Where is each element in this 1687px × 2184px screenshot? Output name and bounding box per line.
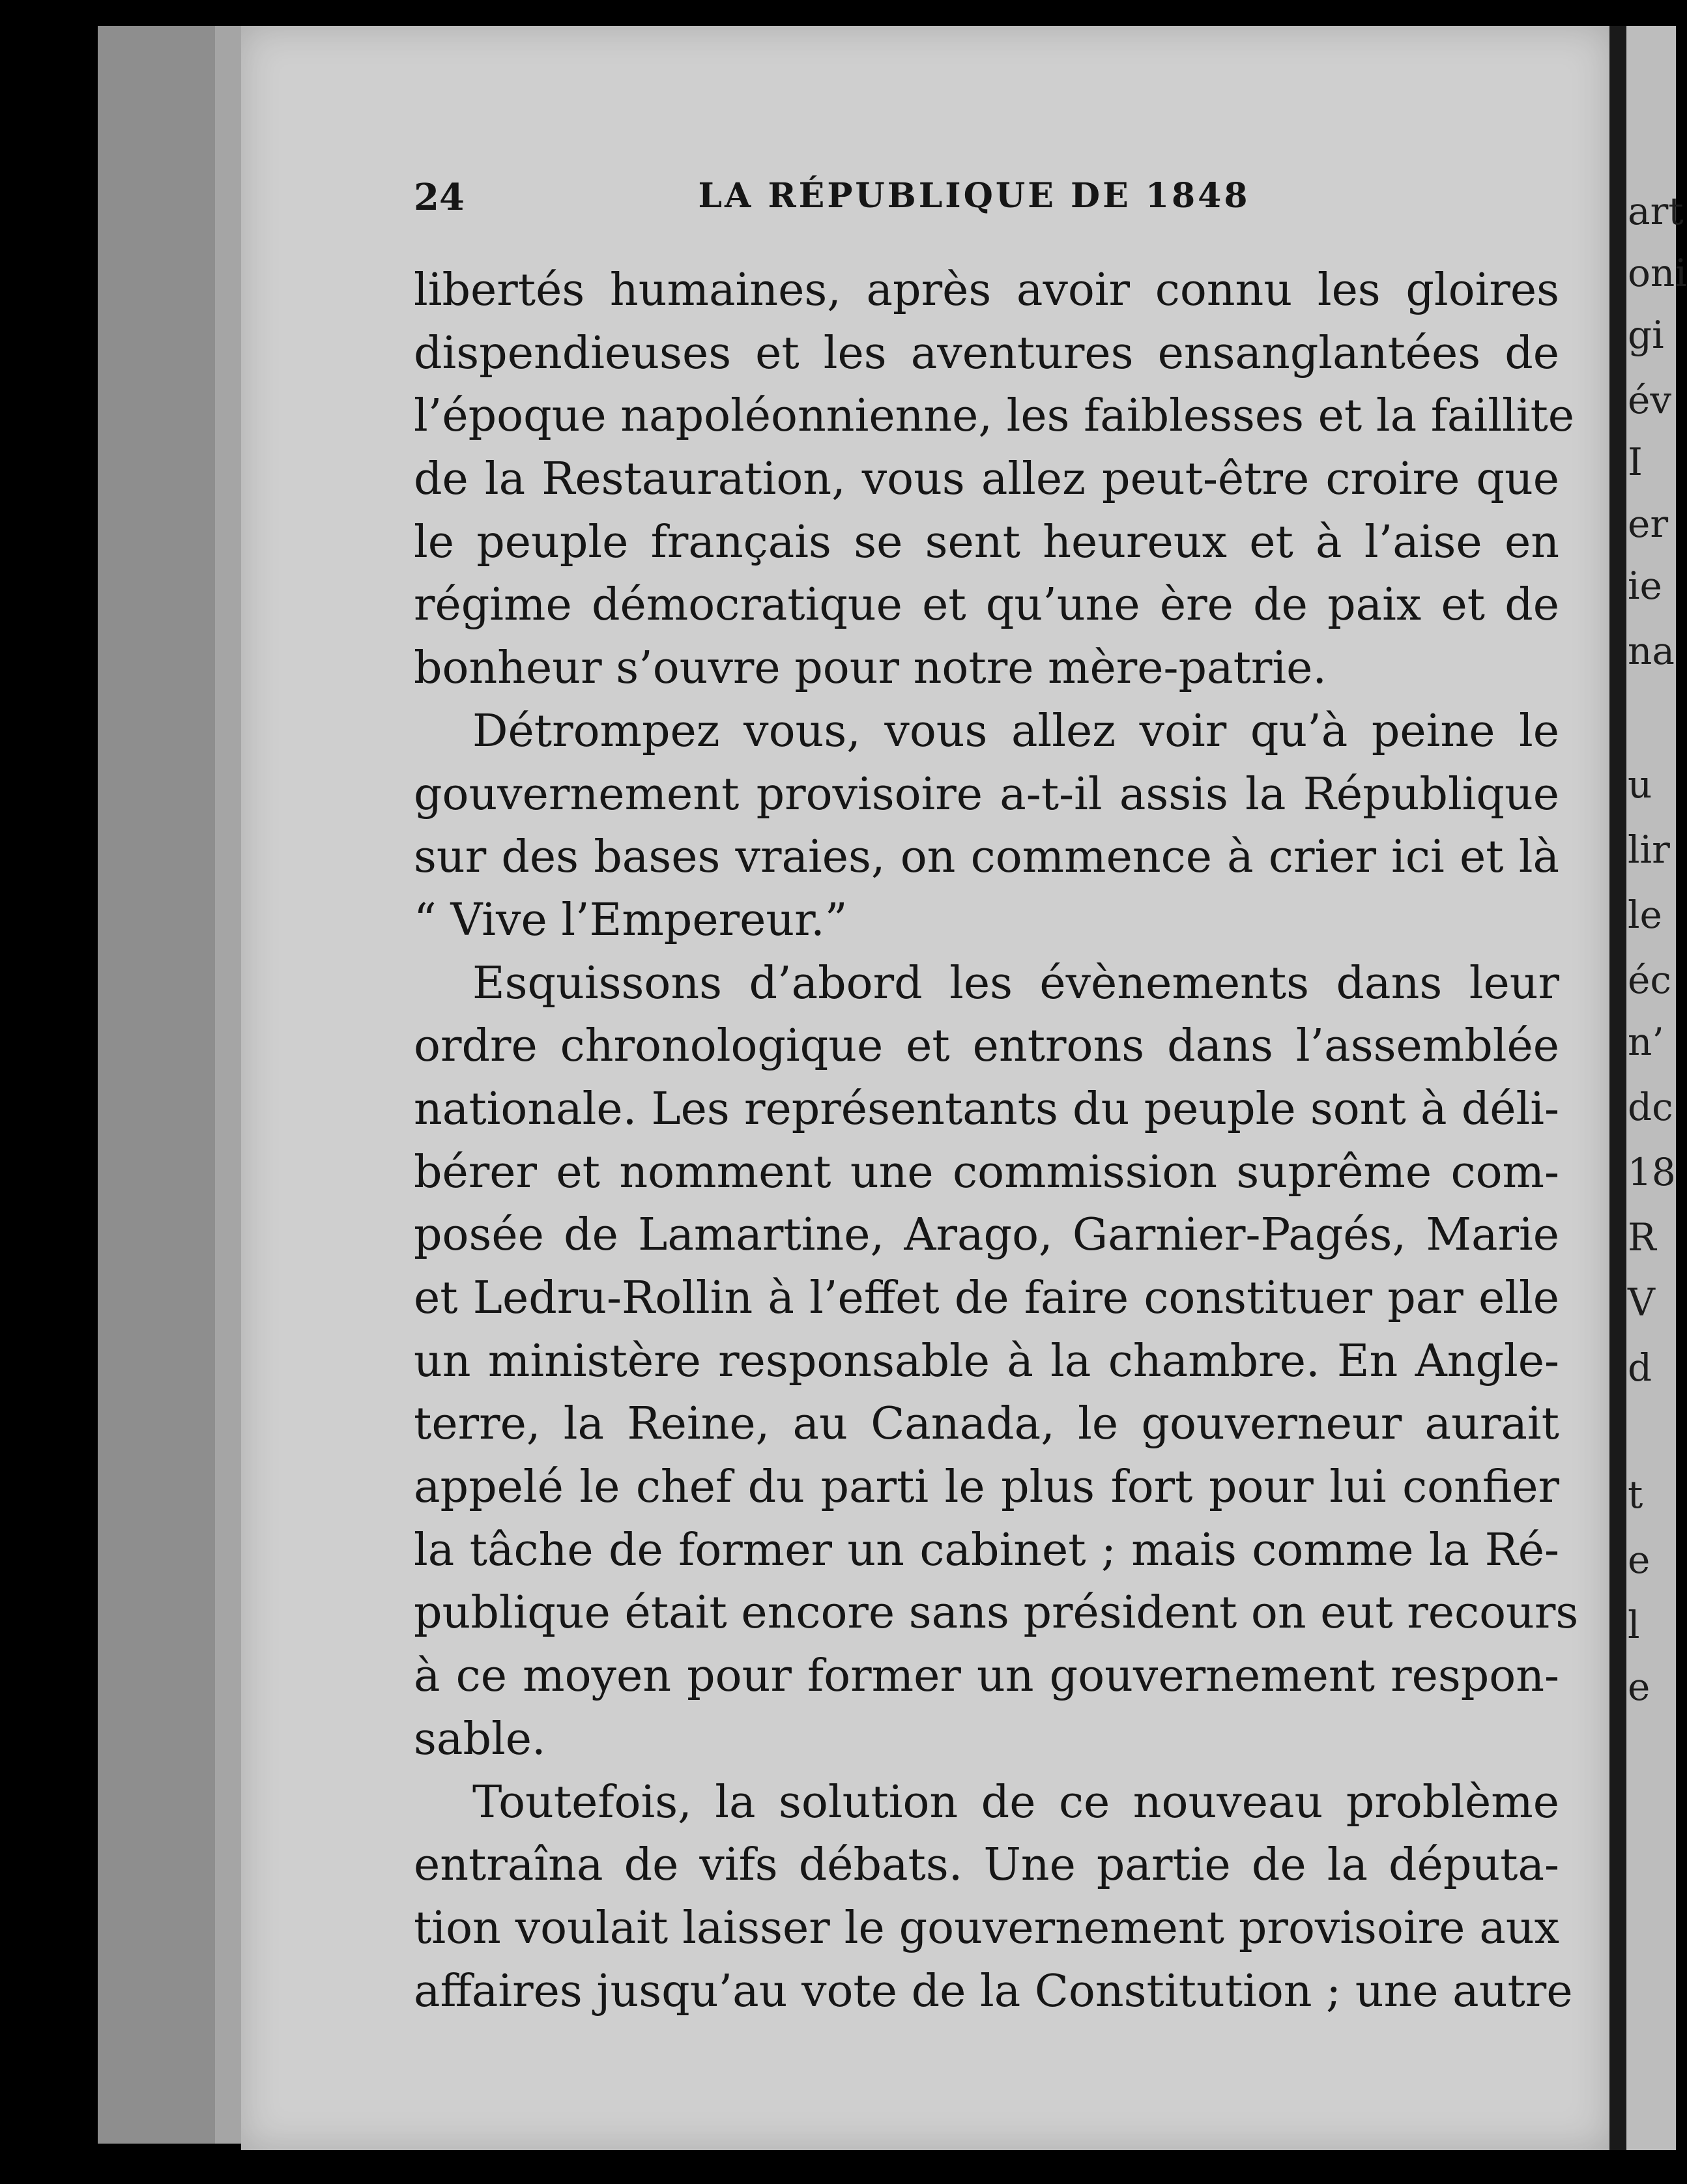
text-line: à ce moyen pour former un gouvernement respon- xyxy=(414,1650,1559,1703)
text-line: sur des bases vraies, on commence à crier ici et là xyxy=(414,831,1559,884)
text-line: posée de Lamartine, Arago, Garnier-Pagés, Marie xyxy=(414,1209,1559,1261)
margin-fragment: oni xyxy=(1628,251,1687,295)
text-line: terre, la Reine, au Canada, le gouverneur aurait xyxy=(414,1398,1559,1450)
margin-fragment: art xyxy=(1628,189,1684,233)
margin-fragment: V xyxy=(1628,1280,1655,1325)
text-line: Esquissons d’abord les évènements dans leur xyxy=(472,957,1559,1009)
margin-fragment: 18 xyxy=(1628,1150,1676,1194)
body-text xyxy=(414,259,1579,2023)
text-line: nationale. Les représentants du peuple sont à déli- xyxy=(414,1083,1559,1135)
margin-fragment: e xyxy=(1628,1665,1651,1709)
text-line: publique était encore sans président on eut recours xyxy=(414,1587,1579,1639)
text-line: un ministère responsable à la chambre. En Angle- xyxy=(414,1335,1559,1387)
text-line: affaires jusqu’au vote de la Constitution ; une autre xyxy=(414,1965,1573,2017)
page-header xyxy=(414,176,1535,222)
text-line: ordre chronologique et entrons dans l’assemblée xyxy=(414,1020,1559,1072)
underlying-page-edge xyxy=(215,26,241,2144)
margin-fragment: na xyxy=(1628,629,1675,673)
margin-fragment: R xyxy=(1628,1215,1656,1259)
text-line: régime démocratique et qu’une ère de paix et de xyxy=(414,579,1559,631)
next-page-edge xyxy=(1609,26,1687,2150)
text-line: de la Restauration, vous allez peut-être croire que xyxy=(414,453,1559,506)
text-line: le peuple français se sent heureux et à l’aise en xyxy=(414,516,1559,568)
text-line: gouvernement provisoire a-t-il assis la République xyxy=(414,768,1559,820)
text-line: sable. xyxy=(414,1713,546,1765)
text-line: bérer et nomment une commission suprême com- xyxy=(414,1146,1559,1198)
text-line: Détrompez vous, vous allez voir qu’à peine le xyxy=(472,705,1559,757)
margin-fragment: I xyxy=(1628,440,1643,484)
book-page xyxy=(241,26,1609,2150)
text-line: “ Vive l’Empereur.” xyxy=(414,894,848,946)
text-line: la tâche de former un cabinet ; mais comme la Ré- xyxy=(414,1524,1559,1576)
running-title: LA RÉPUBLIQUE DE 1848 xyxy=(698,176,1250,216)
margin-fragment: u xyxy=(1628,762,1652,807)
text-line: et Ledru-Rollin à l’effet de faire constituer par elle xyxy=(414,1272,1559,1324)
margin-fragment: dc xyxy=(1628,1085,1673,1129)
margin-fragment: t xyxy=(1628,1473,1643,1517)
margin-fragment: lir xyxy=(1628,827,1670,872)
text-line: tion voulait laisser le gouvernement provisoire aux xyxy=(414,1902,1559,1954)
text-line: l’époque napoléonnienne, les faiblesses et la faillite xyxy=(414,390,1575,442)
margin-fragment: n’ xyxy=(1628,1020,1664,1064)
text-line: Toutefois, la solution de ce nouveau problème xyxy=(472,1776,1559,1828)
text-line: bonheur s’ouvre pour notre mère-patrie. xyxy=(414,642,1327,695)
text-line: entraîna de vifs débats. Une partie de la députa- xyxy=(414,1839,1559,1891)
margin-fragment: d xyxy=(1628,1345,1652,1390)
margin-fragment: gi xyxy=(1628,313,1664,357)
margin-fragment: er xyxy=(1628,502,1669,546)
text-line: dispendieuses et les aventures ensanglantées de xyxy=(414,327,1559,379)
margin-fragment: le xyxy=(1628,893,1662,937)
margin-fragment: ie xyxy=(1628,564,1662,608)
page-number: 24 xyxy=(414,176,465,219)
text-line: libertés humaines, après avoir connu les gloires xyxy=(414,265,1559,316)
margin-fragment: év xyxy=(1628,378,1672,422)
margin-fragment: l xyxy=(1628,1603,1640,1647)
text-line: appelé le chef du parti le plus fort pour lui confier xyxy=(414,1461,1559,1514)
margin-fragment: éc xyxy=(1628,958,1671,1002)
margin-fragment: e xyxy=(1628,1538,1651,1582)
